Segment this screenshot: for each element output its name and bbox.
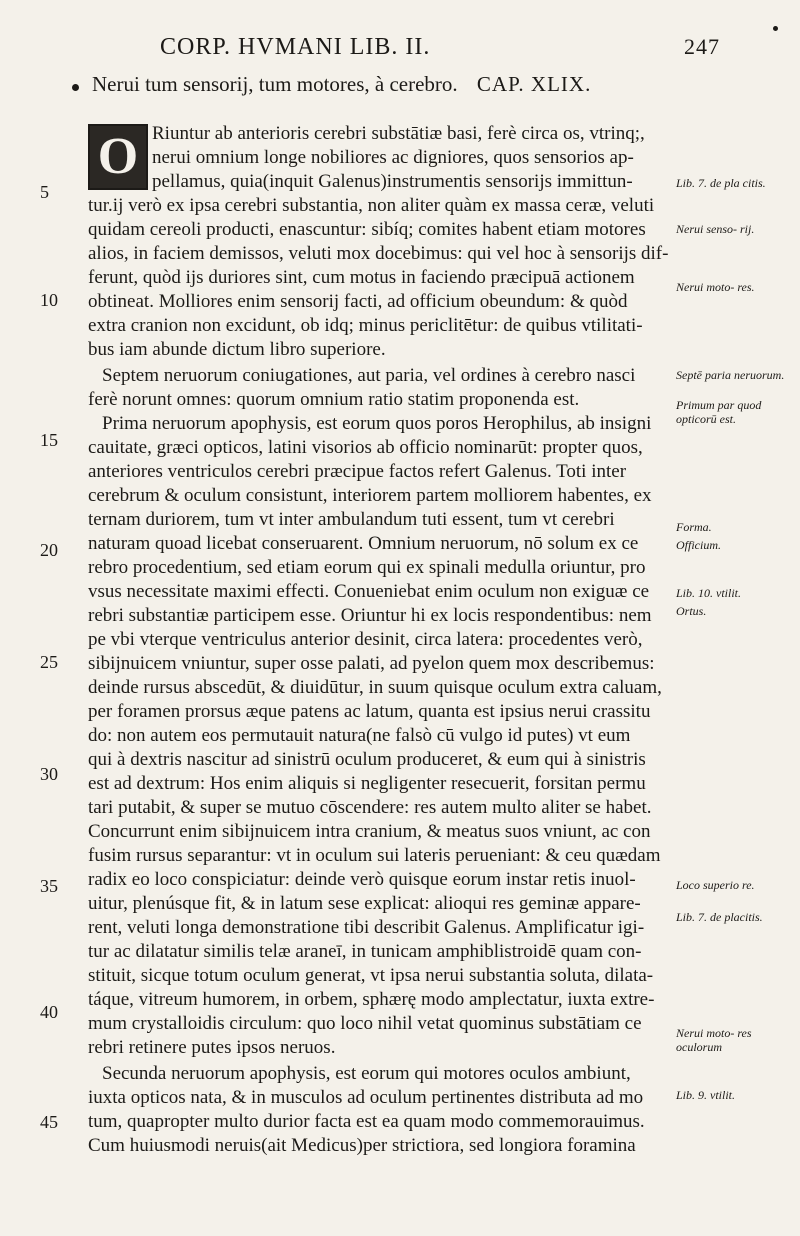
margin-note: Forma. bbox=[676, 520, 712, 534]
text-line: Riuntur ab anterioris cerebri substātiæ basi, ferè circa os, vtrinq;, bbox=[152, 123, 645, 144]
text-line: Secunda neruorum apophysis, est eorum qui motores oculos ambiunt, bbox=[102, 1063, 631, 1084]
ink-spot bbox=[773, 26, 778, 31]
line-number: 10 bbox=[40, 290, 58, 310]
margin-note: Officium. bbox=[676, 538, 721, 552]
margin-note: Lib. 7. de pla citis. bbox=[676, 176, 766, 190]
text-line: nerui omnium longe nobiliores ac digniores, quos sensorios ap- bbox=[152, 147, 634, 168]
text-line: rebri substantiæ participem esse. Oriuntur hi ex locis respondentibus: nem bbox=[88, 605, 652, 626]
text-line: tari putabit, & super se mutuo cōscendere: res autem multo aliter se habet. bbox=[88, 797, 652, 818]
margin-note: Nerui moto- res oculorum bbox=[676, 1026, 752, 1054]
text-line: tum, quapropter multo durior facta est ea quam modo commemorauimus. bbox=[88, 1111, 645, 1132]
text-line: Concurrunt enim sibijnuicem intra cranium, & meatus suos vniunt, ac con bbox=[88, 821, 651, 842]
text-line: tur.ij verò ex ipsa cerebri substantia, non aliter quàm ex massa ceræ, veluti bbox=[88, 195, 655, 216]
line-number: 30 bbox=[40, 764, 58, 784]
margin-note: Ortus. bbox=[676, 604, 707, 618]
text-line: bus iam abunde dictum libro superiore. bbox=[88, 339, 386, 360]
margin-note: Lib. 9. vtilit. bbox=[676, 1088, 736, 1102]
page-number: 247 bbox=[684, 34, 720, 59]
drop-cap-letter: O bbox=[97, 128, 139, 185]
line-number: 5 bbox=[40, 182, 49, 202]
text-line: táque, vitreum humorem, in orbem, sphærę modo amplectatur, iuxta extre- bbox=[88, 989, 655, 1010]
text-line: rent, veluti longa demonstratione tibi describit Galenus. Amplificatur igi- bbox=[88, 917, 645, 938]
margin-note: Primum par quod opticorū est. bbox=[676, 398, 762, 426]
text-line: ternam duriorem, tum vt inter ambulandum tuti essent, tum vt cerebri bbox=[88, 509, 615, 530]
text-line: do: non autem eos permutauit natura(ne falsò cū vulgo id putes) vt eum bbox=[88, 725, 631, 746]
text-line: est ad dextrum: Hos enim aliquis si negligenter resecuerit, forsitan permu bbox=[88, 773, 646, 794]
margin-note: Lib. 10. vtilit. bbox=[676, 586, 742, 600]
text-line: ferunt, quòd ijs duriores sint, cum motus in faciendo præcipuā actionem bbox=[88, 267, 635, 288]
text-line: deinde rursus abscedūt, & diuidūtur, in suum quisque oculum extra caluam, bbox=[88, 677, 662, 698]
margin-note: Nerui senso- rij. bbox=[676, 222, 755, 236]
line-number: 35 bbox=[40, 876, 58, 896]
text-line: pe vbi vterque ventriculus anterior desinit, circa latera: procedentes verò, bbox=[88, 629, 643, 650]
line-number: 45 bbox=[40, 1112, 58, 1132]
chapter-number: CAP. XLIX. bbox=[476, 72, 592, 96]
page-header bbox=[160, 34, 720, 70]
text-line: quidam cereoli producti, enascuntur: sibíq; comites habent etiam motores bbox=[88, 219, 646, 240]
chapter-title: Nerui tum sensorij, tum motores, à cerebro. bbox=[92, 72, 458, 96]
margin-note: Loco superio re. bbox=[676, 878, 755, 892]
margin-note: Lib. 7. de placitis. bbox=[676, 910, 763, 924]
running-head: CORP. HVMANI LIB. II. bbox=[160, 34, 431, 60]
heading-bullet bbox=[72, 84, 79, 91]
text-line: naturam quoad licebat conseruarent. Omnium neruorum, nō solum ex ce bbox=[88, 533, 639, 554]
text-line: qui à dextris nascitur ad sinistrū oculum produceret, & eum qui à sinistris bbox=[88, 749, 646, 770]
text-line: rebro procedentium, sed etiam eorum qui ex spinali medulla oriuntur, pro bbox=[88, 557, 646, 578]
text-line: vsus necessitate maximi effecti. Conueniebat enim oculum non exiguæ ce bbox=[88, 581, 650, 602]
text-line: Septem neruorum coniugationes, aut paria, vel ordines à cerebro nasci bbox=[102, 365, 636, 386]
text-line: mum crystalloidis circulum: quo loco nihil vetat quominus substātiam ce bbox=[88, 1013, 642, 1034]
line-number: 15 bbox=[40, 430, 58, 450]
line-number: 40 bbox=[40, 1002, 58, 1022]
text-line: Prima neruorum apophysis, est eorum quos poros Herophilus, ab insigni bbox=[102, 413, 652, 434]
text-line: radix eo loco conspiciatur: deinde verò quisque eorum instar retis inuol- bbox=[88, 869, 636, 890]
text-line: stituit, sicque totum oculum generat, vt ipsa nerui substantia soluta, dilata- bbox=[88, 965, 654, 986]
text-line: cerebrum & oculum consistunt, interiorem partem molliorem habentes, ex bbox=[88, 485, 652, 506]
text-line: per foramen prorsus æque patens ac latum, quanta est ipsius nerui crassitu bbox=[88, 701, 651, 722]
margin-note: Septē paria neruorum. bbox=[676, 368, 785, 382]
text-line: iuxta opticos nata, & in musculos ad oculum pertinentes distributa ad mo bbox=[88, 1087, 644, 1108]
margin-note: Nerui moto- res. bbox=[676, 280, 755, 294]
text-line: ferè norunt omnes: quorum omnium ratio statim proponenda est. bbox=[88, 389, 580, 410]
text-line: uitur, plenúsque fit, & in latum sese explicat: alioqui res geminæ appare- bbox=[88, 893, 641, 914]
line-number: 25 bbox=[40, 652, 58, 672]
text-line: cauitate, græci opticos, latini visorios ab officio nominarūt: propter quos, bbox=[88, 437, 643, 458]
text-line: anteriores ventriculos cerebri præcipue factos refert Galenus. Toti inter bbox=[88, 461, 627, 482]
chapter-heading bbox=[92, 72, 632, 97]
line-number: 20 bbox=[40, 540, 58, 560]
text-line: extra cranion non excidunt, ob idq; minus periclitētur: de quibus vtilitati- bbox=[88, 315, 643, 336]
text-line: obtineat. Molliores enim sensorij facti, ad officium obeundum: & quòd bbox=[88, 291, 628, 312]
text-line: fusim rursus separantur: vt in oculum sui lateris perueniant: & ceu quædam bbox=[88, 845, 661, 866]
text-line: tur ac dilatatur similis telæ araneī, in tunicam amphiblistroidē quam con- bbox=[88, 941, 642, 962]
text-line: alios, in faciem demissos, veluti mox docebimus: qui vel hoc à sensorijs dif- bbox=[88, 243, 669, 264]
text-line: rebri retinere putes ipsos neruos. bbox=[88, 1037, 336, 1058]
text-line: Cum huiusmodi neruis(ait Medicus)per strictiora, sed longiora foramina bbox=[88, 1135, 636, 1156]
text-line: pellamus, quia(inquit Galenus)instrumentis sensorijs immittun- bbox=[152, 171, 633, 192]
text-line: sibijnuicem vniuntur, super osse palati, ad pyelon quem mox describemus: bbox=[88, 653, 655, 674]
